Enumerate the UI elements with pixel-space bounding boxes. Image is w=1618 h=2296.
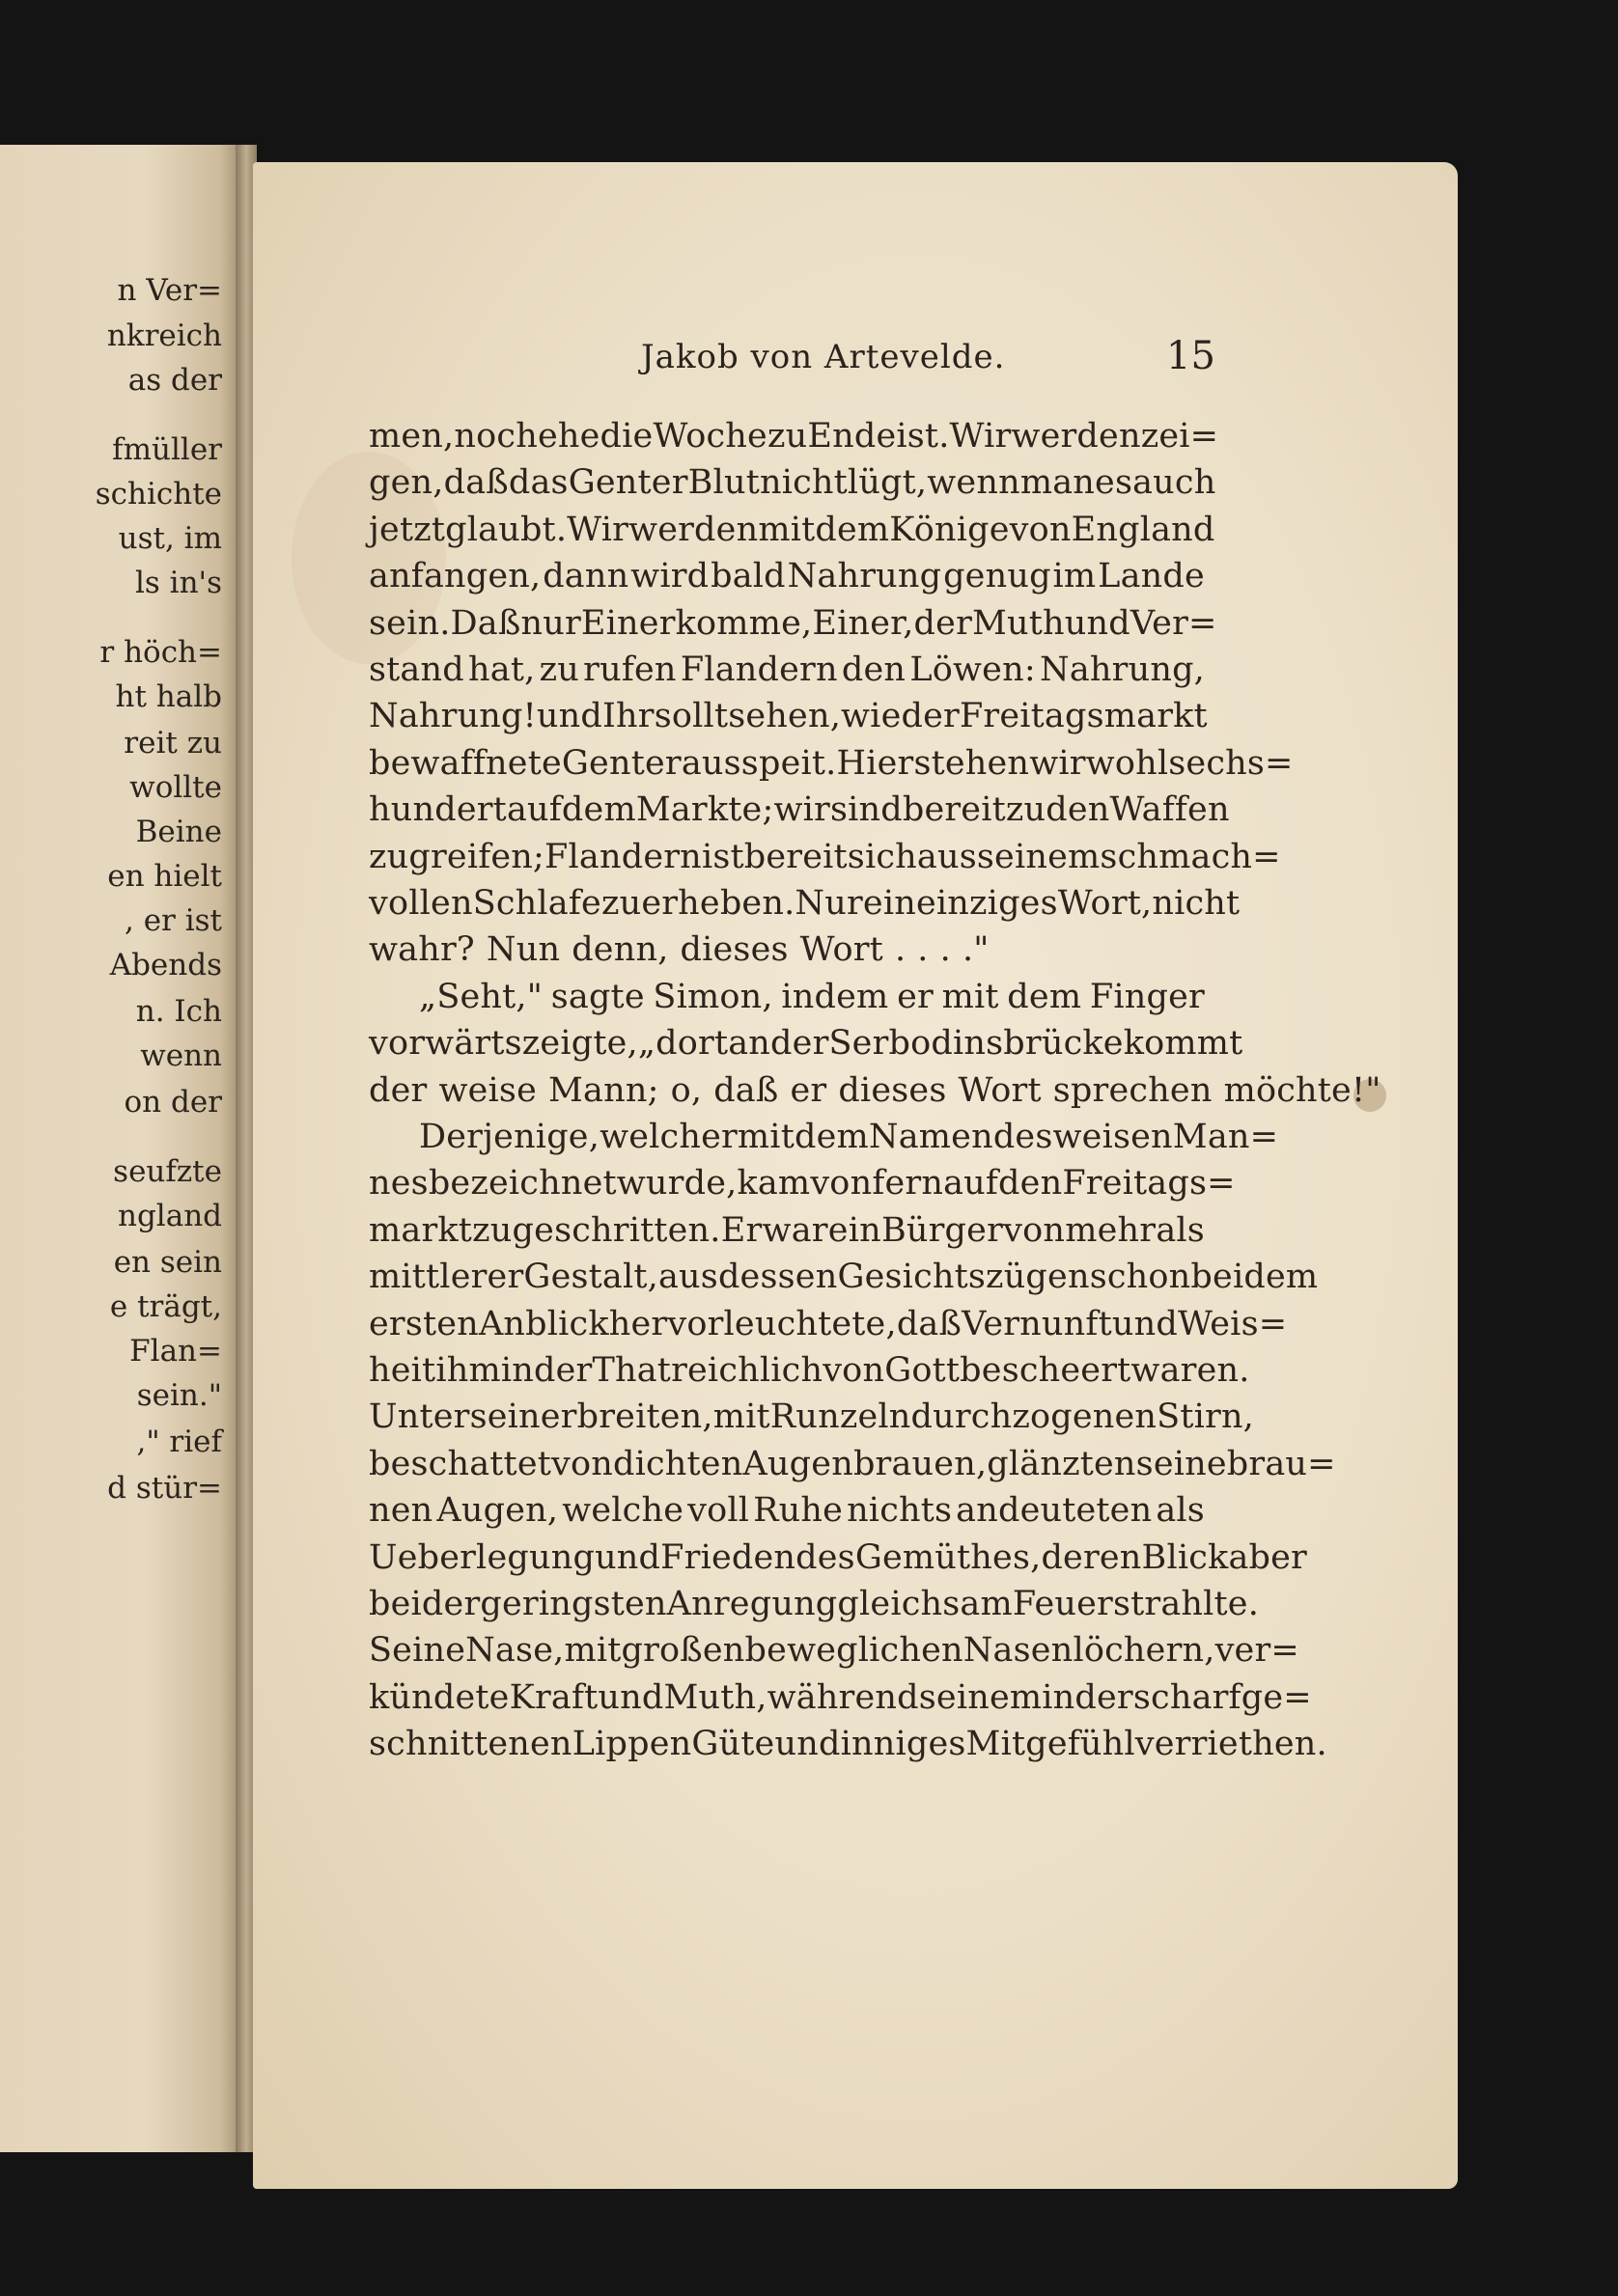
text-line: gen, daß das Genter Blut nicht lügt, wenn man es auch — [369, 463, 1216, 503]
left-page-fragment: ," rief — [136, 1425, 222, 1459]
left-page-fragment: n. Ich — [135, 994, 222, 1029]
left-page-fragment: wollte — [129, 770, 222, 805]
left-page-fragment: , er ist — [124, 903, 222, 938]
left-page-fragment: sein." — [136, 1378, 222, 1413]
left-page-fragment: nkreich — [106, 318, 222, 353]
page-number: 15 — [1166, 334, 1215, 378]
left-page-fragment: as der — [127, 363, 222, 398]
left-page-fragment: Abends — [109, 948, 222, 982]
text-line: bewaffnete Genter ausspeit. Hier stehen wir wohl sechs= — [369, 743, 1294, 783]
left-page-fragment: reit zu — [124, 726, 222, 761]
left-page-fragment: en sein — [113, 1245, 222, 1280]
text-line: nes bezeichnet wurde, kam von fern auf den Freitags= — [369, 1164, 1236, 1203]
left-page-fragment: Flan= — [129, 1334, 222, 1369]
text-line: markt zugeschritten. Er war ein Bürger von mehr als — [369, 1210, 1205, 1250]
left-page-fragment: r höch= — [99, 635, 222, 670]
text-line: men, noch ehe die Woche zu Ende ist. Wir werden zei= — [369, 417, 1219, 456]
text-line: mittlerer Gestalt, aus dessen Gesichtszügen schon bei dem — [369, 1258, 1319, 1297]
text-line: anfangen, dann wird bald Nahrung genug im Lande — [369, 557, 1205, 596]
text-line: wahr? Nun denn, dieses Wort . . . ." — [369, 930, 990, 970]
left-page-fragment: ngland — [117, 1199, 222, 1233]
running-head: Jakob von Artevelde. — [641, 338, 1006, 376]
text-line: bei der geringsten Anregung gleichsam Feuer strahlte. — [369, 1585, 1260, 1623]
text-line: Ueberlegung und Frieden des Gemüthes, deren Blick aber — [369, 1537, 1307, 1577]
left-page-fragment: seufzte — [113, 1154, 222, 1189]
left-page-fragment: en hielt — [107, 859, 222, 894]
text-line: „Seht," sagte Simon, indem er mit dem Finger — [419, 977, 1205, 1016]
left-page-fragment: wenn — [140, 1038, 222, 1073]
text-line: zu greifen; Flandern ist bereit sich aus seinem schmach= — [369, 837, 1281, 876]
text-line: Seine Nase, mit großen beweglichen Nasenlöchern, ver= — [369, 1631, 1299, 1671]
text-line: Derjenige, welcher mit dem Namen des weisen Man= — [419, 1118, 1279, 1156]
left-page-fragment: on der — [124, 1085, 222, 1120]
text-line: jetzt glaubt. Wir werden mit dem Könige von England — [369, 510, 1215, 549]
left-page-fragment: e trägt, — [109, 1289, 222, 1324]
left-page-fragment: ht halb — [115, 679, 222, 714]
text-line: Nahrung! und Ihr sollt sehen, wie der Freitagsmarkt — [369, 697, 1208, 736]
left-page-fragment: ust, im — [118, 521, 222, 556]
left-page-fragment: schichte — [95, 477, 222, 512]
text-line: sein. Daß nur Einer komme, Einer, der Muth und Ver= — [369, 603, 1217, 643]
left-page-fragment: Beine — [135, 815, 222, 849]
text-line: kündete Kraft und Muth, während seine minder scharf ge= — [369, 1677, 1312, 1717]
text-line: hundert auf dem Markte; wir sind bereit zu den Waffen — [369, 790, 1230, 830]
text-line: ersten Anblick hervorleuchtete, daß Vernunft und Weis= — [369, 1304, 1288, 1343]
text-line: vorwärts zeigte, „dort an der Serbodinsbrücke kommt — [369, 1024, 1243, 1064]
left-page-fragment: d stür= — [107, 1471, 222, 1506]
left-page-fragment: fmüller — [112, 432, 222, 467]
text-line: der weise Mann; o, daß er dieses Wort sprechen möchte!" — [369, 1070, 1381, 1110]
text-line: heit ihm in der That reichlich von Gott bescheert waren. — [369, 1351, 1250, 1390]
text-line: stand hat, zu rufen Flandern den Löwen: Nahrung, — [369, 650, 1205, 689]
text-line: Unter seiner breiten, mit Runzeln durchzogenen Stirn, — [369, 1397, 1255, 1437]
text-line: nen Augen, welche voll Ruhe nichts andeuteten als — [369, 1491, 1205, 1531]
left-page — [0, 145, 239, 2152]
text-line: schnittenen Lippen Güte und inniges Mitgefühl verriethen. — [369, 1725, 1327, 1764]
left-page-fragment: n Ver= — [117, 273, 222, 308]
text-line: beschattet von dichten Augenbrauen, glänzten seine brau= — [369, 1444, 1336, 1483]
left-page-fragment: ls in's — [135, 566, 222, 600]
text-line: vollen Schlafe zu erheben. Nur ein einziges Wort, nicht — [369, 884, 1241, 923]
